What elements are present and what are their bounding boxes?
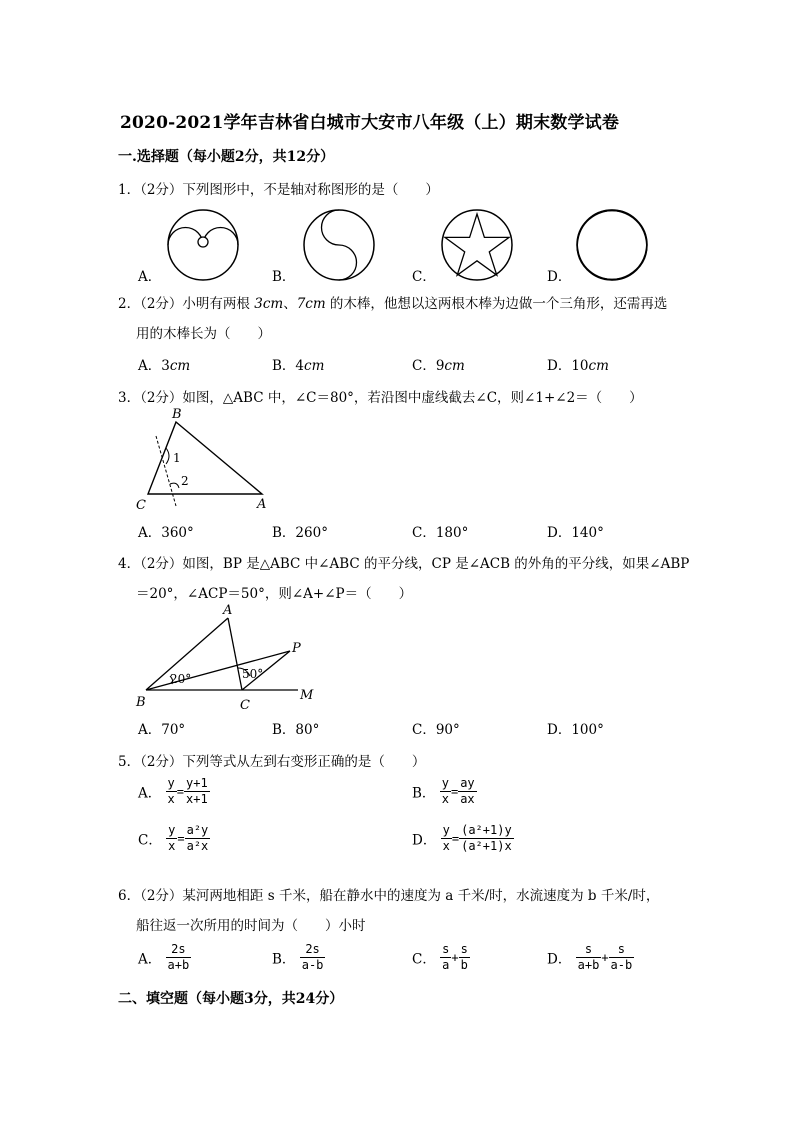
q4-stem: 4．（2分）如图，BP 是△ABC 中∠ABC 的平分线，CP 是∠ACB 的外角的平分线，如果∠ABP bbox=[118, 556, 690, 572]
q3-label-b: B bbox=[172, 407, 182, 422]
q2-option-c[interactable]: C．9cm bbox=[412, 358, 465, 374]
q6-option-a[interactable]: A． $\frac{2s}{a+b}$ bbox=[138, 942, 190, 972]
q1-figure-b bbox=[302, 208, 376, 282]
q5-option-b[interactable]: B． $\frac{y}{x}$ = $\frac{ay}{ax}$ bbox=[412, 776, 475, 806]
q4-option-b[interactable]: B．80° bbox=[272, 722, 320, 738]
q5-option-a[interactable]: A． $\frac{y}{x}$ = $\frac{y+1}{x+1}$ bbox=[138, 776, 208, 806]
q3-triangle-figure bbox=[130, 404, 290, 514]
q4-label-p: P bbox=[292, 641, 301, 656]
section-1-heading: 一.选择题（每小题2分，共12分） bbox=[118, 149, 335, 165]
q1-option-b[interactable]: B． bbox=[272, 269, 296, 285]
q2-stem: 2．（2分）小明有两根 3cm、7cm 的木棒，他想以这两根木棒为边做一个三角形，还需再选 bbox=[118, 296, 668, 312]
q6-option-c[interactable]: C． $\frac{s}{a}$ + $\frac{s}{b}$ bbox=[412, 942, 468, 972]
q1-figure-d bbox=[575, 208, 649, 282]
q4-label-c: C bbox=[240, 698, 250, 713]
q4-stem-line2: ＝20°，∠ACP＝50°，则∠A+∠P＝（ ） bbox=[136, 586, 413, 602]
q4-label-m: M bbox=[300, 688, 314, 703]
q2-stem-line2: 用的木棒长为（ ） bbox=[136, 326, 271, 342]
q4-label-b: B bbox=[136, 695, 146, 710]
q3-option-d[interactable]: D．140° bbox=[547, 525, 604, 541]
q4-label-20: 20° bbox=[170, 672, 192, 686]
q1-option-a[interactable]: A． bbox=[138, 269, 162, 285]
q4-option-c[interactable]: C．90° bbox=[412, 722, 460, 738]
q3-label-a: A bbox=[257, 497, 267, 512]
q3-option-b[interactable]: B．260° bbox=[272, 525, 328, 541]
q4-label-a: A bbox=[223, 603, 233, 618]
q6-stem: 6．（2分）某河两地相距 s 千米，船在静水中的速度为 a 千米/时，水流速度为 b 千米/时， bbox=[118, 888, 660, 904]
q6-option-d[interactable]: D． $\frac{s}{a+b}$ + $\frac{s}{a-b}$ bbox=[547, 942, 633, 972]
q3-option-c[interactable]: C．180° bbox=[412, 525, 469, 541]
q3-label-2: 2 bbox=[181, 474, 189, 488]
q2-option-a[interactable]: A．3cm bbox=[138, 358, 191, 374]
q1-option-d[interactable]: D． bbox=[547, 269, 572, 285]
page-title: 2020-2021学年吉林省白城市大安市八年级（上）期末数学试卷 bbox=[120, 113, 620, 133]
q3-label-1: 1 bbox=[173, 451, 181, 465]
q4-option-d[interactable]: D．100° bbox=[547, 722, 604, 738]
q2-option-d[interactable]: D．10cm bbox=[547, 358, 609, 374]
q6-option-b[interactable]: B． $\frac{2s}{a-b}$ bbox=[272, 942, 324, 972]
q1-figure-c bbox=[440, 208, 514, 282]
q6-stem-line2: 船往返一次所用的时间为（ ）小时 bbox=[136, 918, 366, 934]
q4-triangle-figure bbox=[130, 602, 330, 714]
q1-stem: 1．（2分）下列图形中，不是轴对称图形的是（ ） bbox=[118, 182, 439, 198]
q5-option-c[interactable]: C． $\frac{y}{x}$ = $\frac{\text{a²y}}{\text{a²x}}$ bbox=[138, 823, 209, 853]
q3-option-a[interactable]: A．360° bbox=[138, 525, 194, 541]
q3-label-c: C bbox=[136, 498, 146, 513]
q4-option-a[interactable]: A．70° bbox=[138, 722, 186, 738]
q3-stem: 3．（2分）如图，△ABC 中，∠C＝80°，若沿图中虚线截去∠C，则∠1+∠2＝（ ） bbox=[118, 390, 643, 406]
q5-option-d[interactable]: D． $\frac{y}{x}$ = $\frac{\text{(a²+1)y}}{\text{(a²+1)x}}$ bbox=[412, 823, 512, 853]
q4-label-50: 50° bbox=[242, 667, 264, 681]
q1-figure-a bbox=[166, 208, 240, 282]
q2-option-b[interactable]: B．4cm bbox=[272, 358, 325, 374]
section-2-heading: 二、填空题（每小题3分，共24分） bbox=[118, 991, 344, 1007]
q1-option-c[interactable]: C． bbox=[412, 269, 436, 285]
q5-stem: 5．（2分）下列等式从左到右变形正确的是（ ） bbox=[118, 754, 426, 770]
